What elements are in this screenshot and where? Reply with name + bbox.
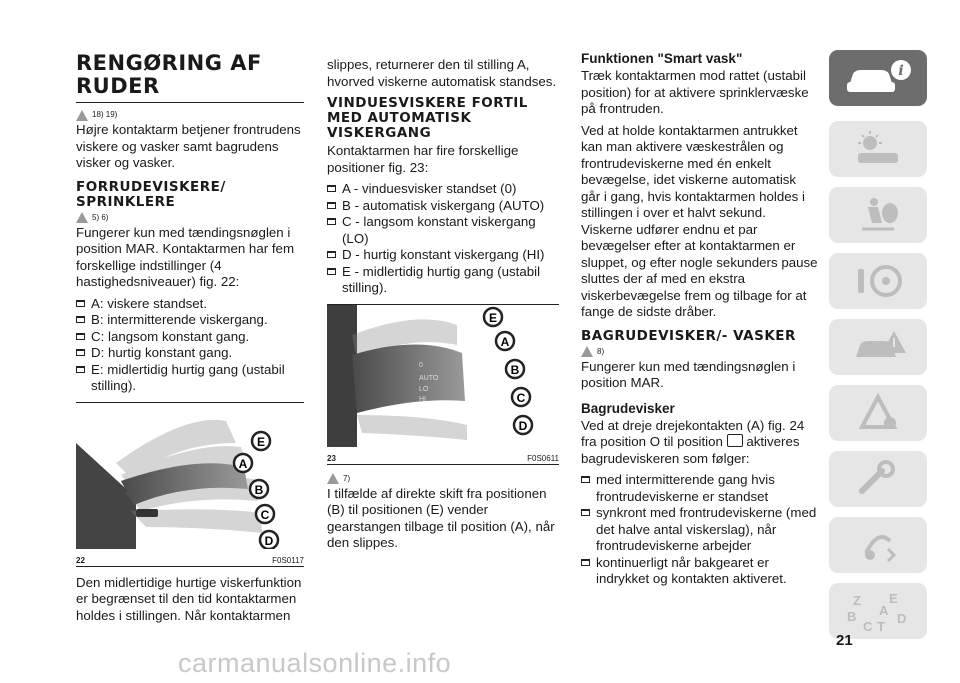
warning-ref: 7) [327,473,559,485]
list-item: B - automatisk viskergang (AUTO) [327,198,559,215]
wiper-stalk-auto-illustration [327,305,559,447]
svg-text:0: 0 [419,361,423,369]
subsection-title: Bagrudevisker [581,400,675,416]
fig-label: C [516,390,526,405]
fig-label: D [518,418,528,433]
list-item: kontinuerligt når bakgearet er indrykket og kontakten aktiveret. [581,555,818,588]
page-number: 21 [836,632,853,649]
index-letter: C [863,619,873,633]
alphabetical-index-icon [843,589,913,633]
tab-vehicle-info[interactable] [829,50,927,106]
fig-label: E [488,310,498,325]
section-title: BAGRUDEVISKER/- VASKER [581,327,796,344]
list-item: A - vinduesvisker standset (0) [327,181,559,198]
bullet-icon [581,476,590,483]
emergency-road-icon [848,393,908,433]
fig-label: A [238,456,248,471]
svg-text:LO: LO [419,385,429,393]
list-item: C: langsom konstant gang. [76,329,304,346]
tab-index[interactable] [829,583,927,639]
bullet-icon [76,366,85,373]
watermark: carmanualsonline.info [178,648,452,678]
list-item: D - hurtig konstant viskergang (HI) [327,247,559,264]
bullet-icon [76,300,85,307]
body-text: Ved at dreje drejekontakten (A) fig. 24 fra position O til position aktiveres bagrudeviskeren som følger: [581,417,805,466]
tab-starting-driving[interactable] [829,253,927,309]
list-item: synkront med frontrudeviskerne (med det halve antal viskerslag), når frontrudeviskerne arbejder [581,505,818,555]
list-item: D: hurtig konstant gang. [76,345,304,362]
bullet-icon [327,251,336,258]
multimedia-icon [848,525,908,565]
svg-text:HI: HI [419,395,426,403]
index-letter: D [897,611,907,626]
figure-23 [327,304,559,465]
bullet-icon [327,218,336,225]
tab-multimedia[interactable] [829,517,927,573]
bullet-icon [76,316,85,323]
airbag-icon [848,195,908,235]
fig-label: E [256,434,266,449]
svg-text:i: i [898,63,904,79]
page-title: RENGØRING AF RUDER [76,51,262,98]
list-item: E - midlertidig hurtig gang (ustabil stilling). [327,264,559,297]
list-item: A: viskere standset. [76,296,304,313]
rear-wiper-list [581,472,818,588]
warning-icon [76,110,88,121]
index-letter: Z [853,593,861,608]
bullet-icon [327,268,336,275]
body-text: Fungerer kun med tændingsnøglen i position MAR. Kontaktarmen har fem forskellige indstillinger (4 hastighedsniveauer) fig. 22: [76,224,295,289]
settings-list [76,296,304,395]
column-1 [76,52,304,629]
body-text: Fungerer kun med tændingsnøglen i position MAR. [581,358,796,390]
positions-list [327,181,559,297]
intro-text: Højre kontaktarm betjener frontrudens viskere og vasker samt bagrudens visker og vasker. [76,122,301,170]
steering-wheel-icon [848,261,908,301]
wiper-stalk-illustration [76,403,304,549]
body-text: Ved at holde kontaktarmen antrukket kan man aktivere væskestrålen og frontrudeviskerne med én enkelt bevægelse, idet viskerne automatisk går i gang, hvis kontaktarmen holdes i stillingen i over et halvt sekund. Viskerne udfører endnu et par bevægelser efter at kontaktarmen er sluppet, og efter nogle sekunders pause sluttes der af med en ekstra viskerbevægelse frem og tilbage for at fange de sidste dråber. [581,122,818,319]
svg-text:AUTO: AUTO [419,374,439,382]
title-rule [76,102,304,103]
fig-label: D [264,533,274,548]
body-text: Kontaktarmen har fire forskellige positioner fig. 23: [327,143,519,175]
body-text: Den midlertidige hurtige viskerfunktion er begrænset til den tid kontaktarmen holdes i stillingen. Når kontaktarmen [76,574,302,623]
column-2 [327,57,559,557]
wrench-icon [848,459,908,499]
index-letter: B [847,609,857,624]
warning-ref: 18) 19) [76,109,304,121]
warning-ref: 8) [581,346,818,358]
section-title: VINDUESVISKERE FORTIL MED AUTOMATISK VISKERGANG [327,95,528,141]
bullet-icon [327,202,336,209]
warning-icon [581,346,593,357]
list-item: B: intermitterende viskergang. [76,312,304,329]
figure-caption: 22 F0S0117 [76,555,304,565]
bullet-icon [76,349,85,356]
bullet-icon [581,509,590,516]
body-text: I tilfælde af direkte skift fra positionen (B) til positionen (E) vender gearstangen tilbage til position (A), når den slippes. [327,485,555,550]
warning-icon [76,212,88,223]
tab-emergency[interactable] [829,385,927,441]
bullet-icon [581,559,590,566]
subsection-title: Funktionen "Smart vask" [581,51,743,66]
index-letter: T [877,619,885,633]
bullet-icon [327,185,336,192]
tab-warnings[interactable] [829,319,927,375]
bullet-icon [76,333,85,340]
figure-22 [76,402,304,567]
list-item: C - langsom konstant viskergang (LO) [327,214,559,247]
warning-ref: 5) 6) [76,212,304,224]
fig-label: C [260,507,270,522]
fig-label: B [254,482,264,497]
index-letter: E [889,591,898,606]
figure-caption: 23 F0S0611 [327,453,559,463]
rear-wiper-icon [727,434,743,447]
warning-car-icon [848,327,908,367]
tab-lights[interactable] [829,121,927,177]
list-item: med intermitterende gang hvis frontrudeviskerne er standset [581,472,818,505]
car-info-icon [843,58,913,98]
tab-maintenance[interactable] [829,451,927,507]
fig-label: B [510,362,520,377]
tab-safety[interactable] [829,187,927,243]
body-text: slippes, returnerer den til stilling A, hvorved viskerne automatisk standses. [327,57,557,89]
index-letter: A [879,603,889,618]
fig-label: A [500,334,510,349]
dashboard-lights-icon [848,129,908,169]
column-3 [581,50,818,592]
list-item: E: midlertidig hurtig gang (ustabil stilling). [76,362,304,395]
body-text: Træk kontaktarmen mod rattet (ustabil position) for at aktivere sprinklervæske på frontruden. [581,68,809,116]
warning-icon [327,473,339,484]
section-title: FORRUDEVISKERE/ SPRINKLERE [76,178,226,210]
